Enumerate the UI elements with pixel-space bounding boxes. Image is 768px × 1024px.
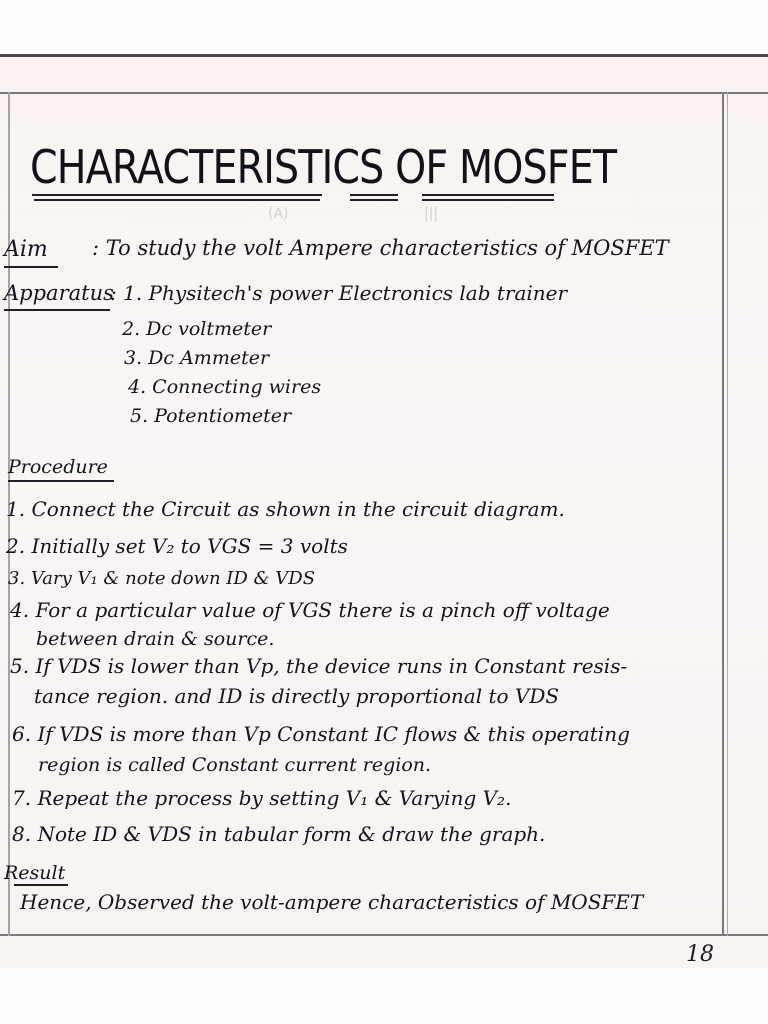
right-margin-rule bbox=[722, 92, 724, 936]
result-text: Hence, Observed the volt-ampere characteristics of MOSFET bbox=[20, 890, 644, 914]
title-underline bbox=[32, 194, 322, 196]
procedure-step: 2. Initially set V₂ to VGS = 3 volts bbox=[6, 534, 348, 558]
title-underline bbox=[422, 199, 554, 201]
procedure-step: 5. If VDS is lower than Vp, the device runs in Constant resis- bbox=[10, 654, 628, 678]
procedure-step: between drain & source. bbox=[36, 628, 275, 650]
title-underline bbox=[350, 199, 398, 201]
procedure-step: 3. Vary V₁ & note down ID & VDS bbox=[8, 568, 316, 589]
procedure-heading-underline bbox=[8, 480, 114, 482]
apparatus-item: 4. Connecting wires bbox=[128, 376, 322, 398]
apparatus-label-underline bbox=[4, 309, 110, 311]
apparatus-item: 5. Potentiometer bbox=[130, 405, 292, 427]
title-underline bbox=[422, 194, 554, 196]
page-bottom-margin bbox=[0, 968, 768, 1024]
procedure-step: tance region. and ID is directly proportional to VDS bbox=[34, 684, 560, 708]
apparatus-item: 3. Dc Ammeter bbox=[124, 347, 270, 369]
page-number: 18 bbox=[686, 942, 714, 967]
apparatus-label: Apparatus bbox=[4, 281, 114, 305]
page-top-edge bbox=[0, 54, 768, 57]
right-margin-rule-inner bbox=[727, 92, 728, 936]
result-heading: Result bbox=[4, 862, 66, 884]
aim-label: Aim bbox=[4, 237, 48, 262]
aim-text: : To study the volt Ampere characteristics of MOSFET bbox=[92, 236, 669, 260]
procedure-step: 4. For a particular value of VGS there is a pinch off voltage bbox=[10, 598, 610, 622]
title-underline bbox=[34, 199, 320, 201]
show-through-mark: (A) bbox=[268, 206, 289, 222]
page-title: CHARACTERISTICS OF MOSFET bbox=[30, 140, 617, 194]
procedure-step: 6. If VDS is more than Vp Constant IC flows & this operating bbox=[12, 722, 630, 746]
apparatus-item: 2. Dc voltmeter bbox=[122, 318, 272, 340]
page-top-margin bbox=[0, 0, 768, 56]
apparatus-item: : 1. Physitech's power Electronics lab trainer bbox=[110, 281, 568, 305]
procedure-step: 8. Note ID & VDS in tabular form & draw the graph. bbox=[12, 822, 546, 846]
bottom-border-rule bbox=[0, 934, 768, 936]
top-border-rule bbox=[0, 92, 768, 94]
aim-label-underline bbox=[4, 266, 58, 268]
procedure-step: 7. Repeat the process by setting V₁ & Varying V₂. bbox=[12, 786, 512, 810]
result-heading-underline bbox=[14, 884, 68, 886]
procedure-step: 1. Connect the Circuit as shown in the circuit diagram. bbox=[6, 497, 565, 521]
procedure-step: region is called Constant current region. bbox=[38, 754, 432, 776]
title-underline bbox=[350, 194, 398, 196]
procedure-heading: Procedure bbox=[8, 456, 108, 478]
show-through-mark: ||| bbox=[424, 206, 439, 222]
